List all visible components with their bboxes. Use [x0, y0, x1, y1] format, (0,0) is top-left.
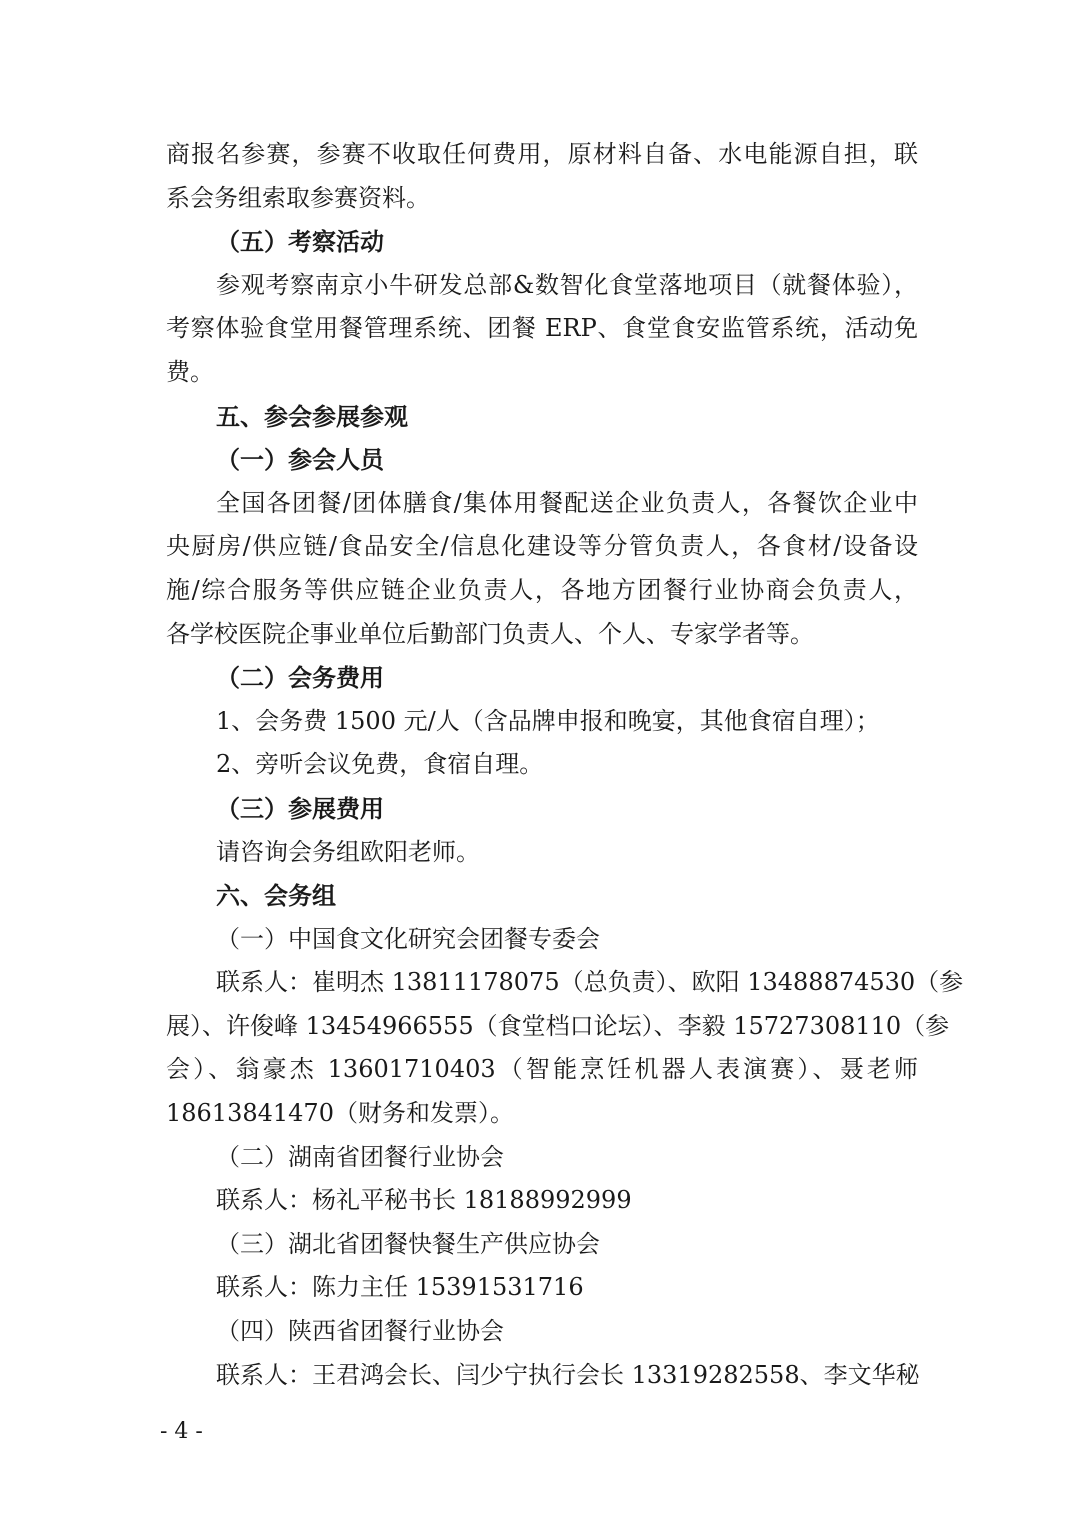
- body-text-line: 2、旁听会议免费，食宿自理。: [216, 750, 544, 779]
- organization-title: （一）中国食文化研究会团餐专委会: [216, 924, 600, 953]
- body-text-line: 参观考察南京小牛研发总部&数智化食堂落地项目（就餐体验），: [216, 270, 918, 299]
- contact-line: 联系人：崔明杰 13811178075（总负责）、欧阳 13488874530（参: [216, 968, 964, 997]
- organization-title: （二）湖南省团餐行业协会: [216, 1142, 504, 1171]
- section-heading: 五、参会参展参观: [216, 401, 408, 431]
- section-subheading: （三）参展费用: [216, 793, 384, 823]
- section-subheading: （二）会务费用: [216, 663, 384, 693]
- contact-line: 18613841470（财务和发票）。: [166, 1099, 514, 1128]
- body-text-line: 考察体验食堂用餐管理系统、团餐 ERP、食堂食安监管系统，活动免: [166, 314, 918, 343]
- contact-line: 会）、翁豪杰 13601710403（智能烹饪机器人表演赛）、聂老师: [166, 1055, 918, 1084]
- section-subheading: （一）参会人员: [216, 445, 384, 475]
- body-text-line: 1、会务费 1500 元/人（含品牌申报和晚宴，其他食宿自理）；: [216, 706, 880, 735]
- body-text-line: 全国各团餐/团体膳食/集体用餐配送企业负责人，各餐饮企业中: [216, 488, 918, 517]
- organization-title: （三）湖北省团餐快餐生产供应协会: [216, 1229, 600, 1258]
- contact-line: 展）、许俊峰 13454966555（食堂档口论坛）、李毅 15727308110（参: [166, 1011, 950, 1040]
- contact-line: 联系人：陈力主任 15391531716: [216, 1273, 584, 1302]
- section-heading: 六、会务组: [216, 881, 336, 911]
- body-text-line: 费。: [166, 357, 214, 386]
- body-text-line: 系会务组索取参赛资料。: [166, 183, 430, 212]
- organization-title: （四）陕西省团餐行业协会: [216, 1317, 504, 1346]
- contact-line: 联系人：王君鸿会长、闫少宁执行会长 13319282558、李文华秘: [216, 1360, 920, 1389]
- body-text-line: 商报名参赛，参赛不收取任何费用，原材料自备、水电能源自担，联: [166, 140, 918, 168]
- section-subheading: （五）考察活动: [216, 227, 384, 257]
- body-text-line: 施/综合服务等供应链企业负责人，各地方团餐行业协商会负责人，: [166, 575, 918, 604]
- page-number: - 4 -: [160, 1419, 203, 1444]
- document-body: [166, 133, 964, 1397]
- body-text-line: 请咨询会务组欧阳老师。: [216, 837, 480, 866]
- contact-line: 联系人：杨礼平秘书长 18188992999: [216, 1186, 632, 1215]
- body-text-line: 各学校医院企事业单位后勤部门负责人、个人、专家学者等。: [166, 619, 814, 648]
- body-text-line: 央厨房/供应链/食品安全/信息化建设等分管负责人，各食材/设备设: [166, 532, 918, 561]
